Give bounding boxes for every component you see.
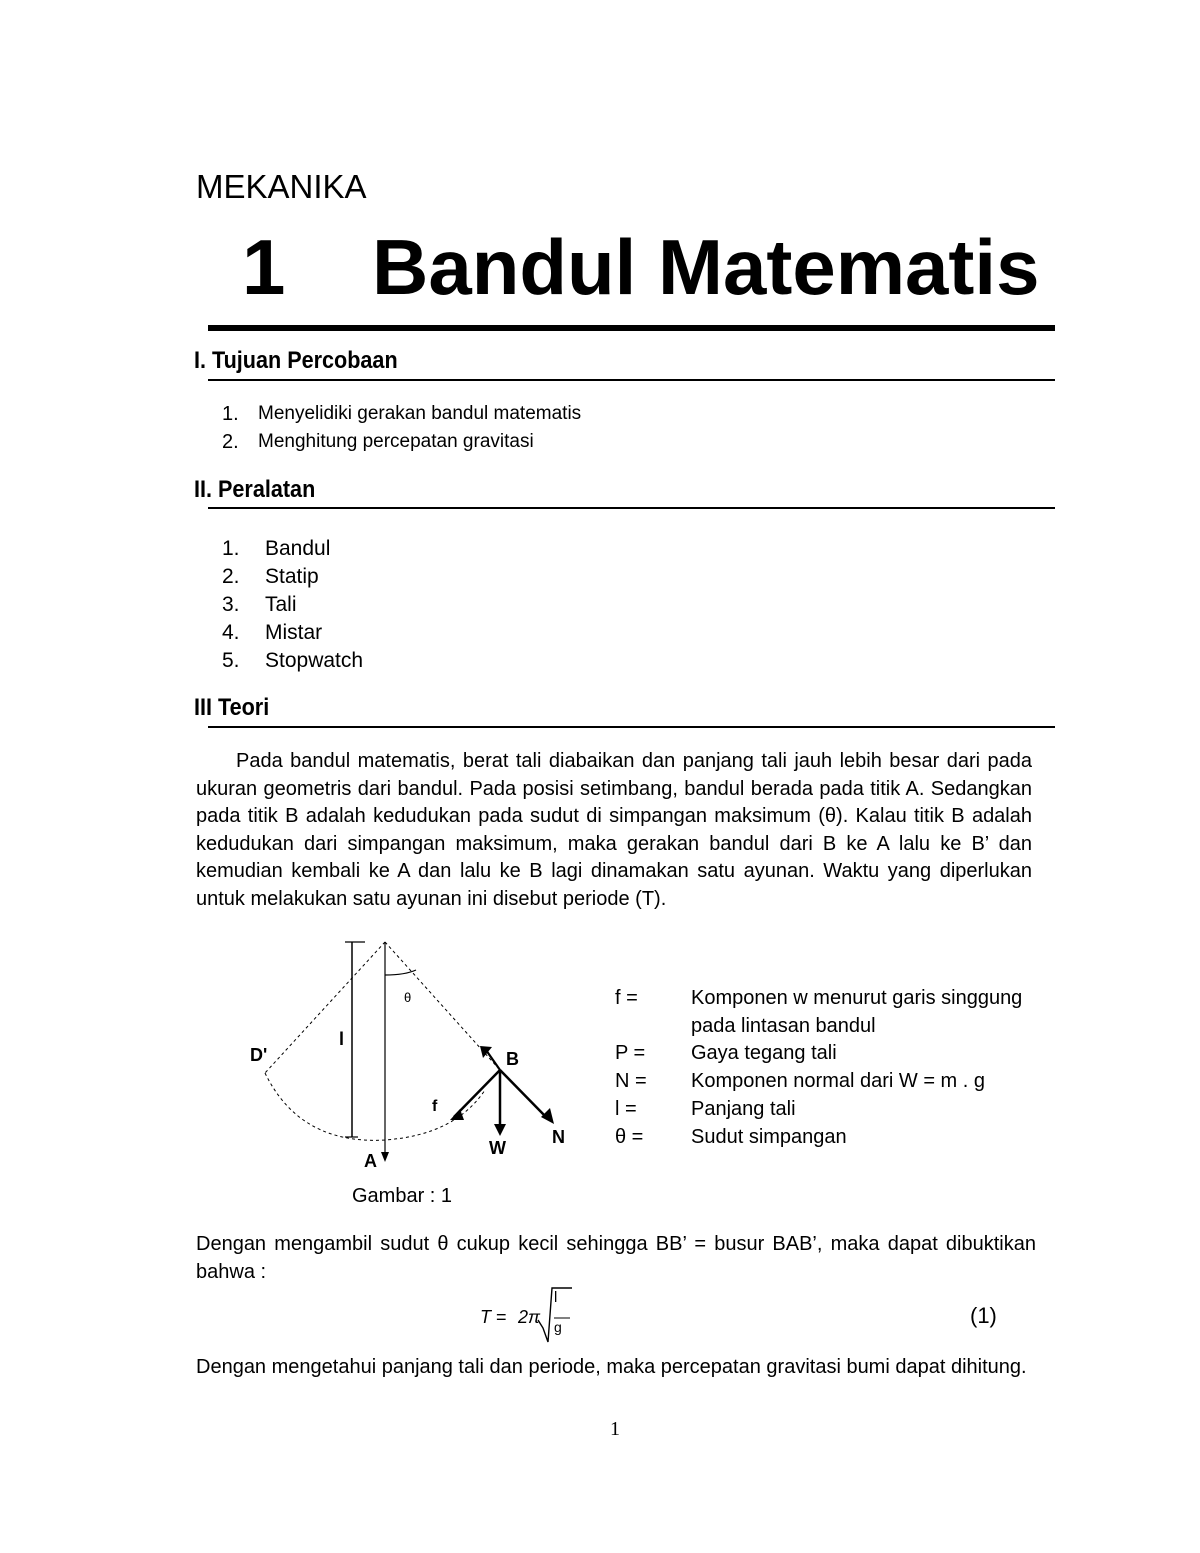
subject-heading: MEKANIKA xyxy=(196,168,367,205)
list-item xyxy=(222,591,363,619)
label-theta: θ xyxy=(404,990,412,1005)
list-label: Stopwatch xyxy=(265,649,364,672)
list-number: 4. xyxy=(222,621,240,644)
eq-equals: = xyxy=(496,1307,507,1327)
section-heading-peralatan: II. Peralatan xyxy=(194,476,316,503)
list-number: 1. xyxy=(222,403,239,425)
page-number: 1 xyxy=(610,1418,620,1440)
legend-row: N = Komponen normal dari W = m . g xyxy=(615,1070,986,1093)
list-item xyxy=(222,535,363,563)
chapter-number: 1 xyxy=(242,223,286,311)
string-dprime xyxy=(265,942,385,1073)
label-w: W xyxy=(489,1138,506,1158)
list-item xyxy=(222,563,363,591)
tujuan-list xyxy=(222,400,581,456)
list-label: Menghitung percepatan gravitasi xyxy=(258,431,534,452)
list-label: Menyelidiki gerakan bandul matematis xyxy=(258,403,582,424)
equation-number: (1) xyxy=(970,1303,997,1328)
arrow-down-right-icon xyxy=(541,1108,554,1124)
list-label: Tali xyxy=(265,593,297,616)
eq-lhs: T xyxy=(480,1307,491,1327)
eq-coef: 2π xyxy=(518,1307,541,1327)
figure-caption: Gambar : 1 xyxy=(352,1185,453,1207)
peralatan-list xyxy=(222,535,363,675)
section-rule xyxy=(208,507,1055,509)
list-number: 3. xyxy=(222,593,240,616)
section-heading-tujuan: I. Tujuan Percobaan xyxy=(194,347,398,374)
teori-paragraph: Pada bandul matematis, berat tali diabaikan dan panjang tali jauh lebih besar dari pada ukuran geometris dari bandul. Pada posisi setimbang, bandul berada pada titik A. Sedangkan pada titik B adalah kedudukan pada sudut di simpangan maksimum (θ). Kalau titik B adalah kedudukan dari simpangan maksimum, maka gerakan bandul dari B ke A lalu ke B’ dan kemudian kembali ke A dan lalu ke B lagi dinamakan satu ayunan. Waktu yang diperlukan untuk melakukan satu ayunan ini disebut periode (T). xyxy=(196,750,1032,910)
section-rule xyxy=(208,379,1055,381)
list-item xyxy=(222,647,363,675)
section-rule xyxy=(208,726,1055,728)
list-label: Statip xyxy=(265,565,319,588)
chapter-rule xyxy=(208,325,1055,331)
arrow-down-icon xyxy=(381,1152,389,1162)
list-item xyxy=(222,428,581,456)
legend-row: l = Panjang tali xyxy=(615,1097,796,1120)
f-arrow xyxy=(454,1070,500,1117)
label-b: B xyxy=(506,1049,519,1069)
label-l: l xyxy=(339,1029,345,1049)
swing-arc xyxy=(265,1073,485,1140)
pendulum-diagram xyxy=(240,930,600,1175)
tension-arrow xyxy=(486,1050,500,1070)
label-f: f xyxy=(432,1098,438,1115)
legend-row: θ = Sudut simpangan xyxy=(615,1125,847,1148)
list-item xyxy=(222,400,581,428)
section-heading-teori: III Teori xyxy=(194,694,270,721)
label-dprime: D' xyxy=(250,1045,268,1065)
legend-row: P = Gaya tegang tali xyxy=(615,1042,837,1065)
eq-denominator: g xyxy=(554,1319,562,1335)
label-n: N xyxy=(552,1127,565,1147)
chapter-title: Bandul Matematis xyxy=(372,223,1040,311)
list-label: Mistar xyxy=(265,621,323,644)
closing-paragraph: Dengan mengetahui panjang tali dan periode, maka percepatan gravitasi bumi dapat dihitung. xyxy=(196,1356,1027,1378)
list-item xyxy=(222,619,363,647)
list-number: 5. xyxy=(222,649,240,672)
list-label: Bandul xyxy=(265,537,331,560)
list-number: 2. xyxy=(222,431,239,453)
figure-legend xyxy=(615,985,1065,1151)
label-a: A xyxy=(364,1151,377,1171)
normal-arrow xyxy=(500,1070,547,1118)
legend-row: f = Komponen w menurut garis singgung pada lintasan bandul xyxy=(615,987,1023,1037)
eq-numerator: l xyxy=(554,1289,558,1306)
arrow-down-icon xyxy=(494,1124,506,1136)
period-equation xyxy=(470,1280,590,1350)
list-number: 1. xyxy=(222,537,240,560)
after-figure-paragraph: Dengan mengambil sudut θ cukup kecil sehingga BB’ = busur BAB’, maka dapat dibuktikan bahwa : xyxy=(196,1233,1036,1283)
list-number: 2. xyxy=(222,565,240,588)
